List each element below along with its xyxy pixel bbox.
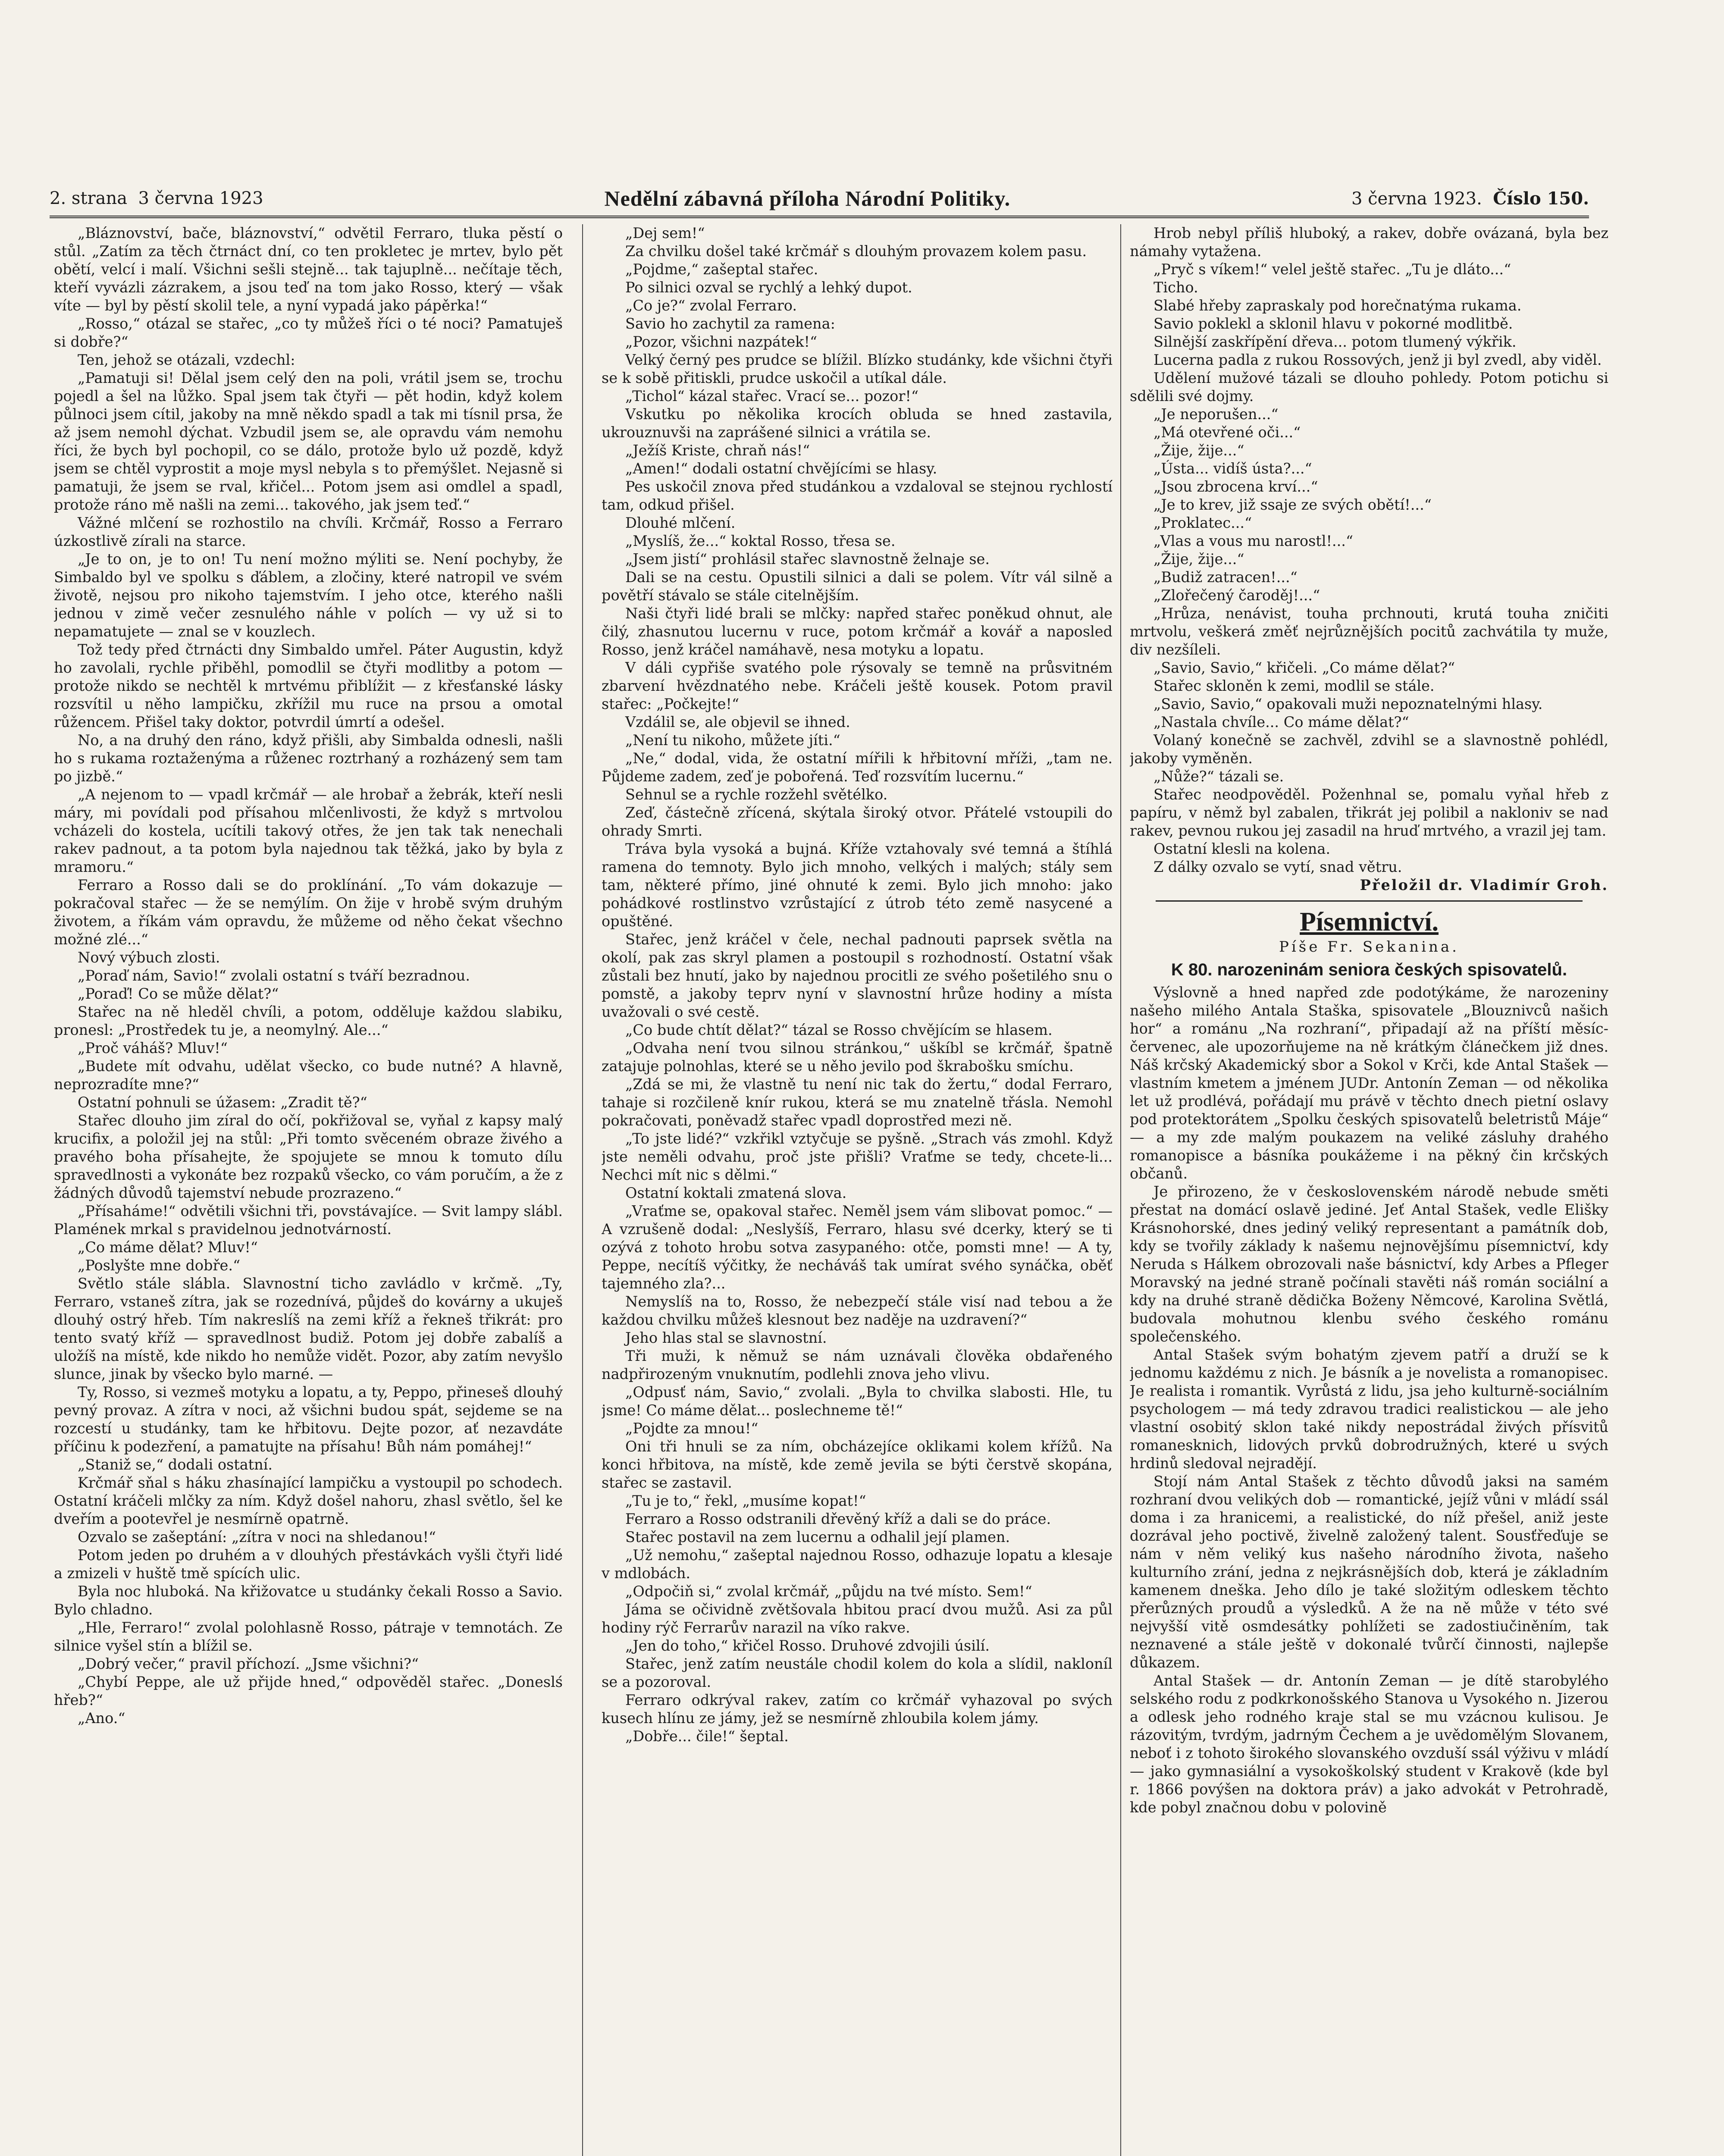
paragraph: „Tu je to,“ řekl, „musíme kopat!“: [625, 1492, 866, 1509]
paragraph: Vážné mlčení se rozhostilo na chvíli. Krčmář, Rosso a Ferraro úzkostlivě zírali na starce.: [54, 514, 563, 549]
paragraph: „Amen!“ dodali ostatní chvějícími se hlasy.: [625, 460, 937, 477]
paragraph: Stařec, jenž zatím neustále chodil kolem do kola a slídil, nakloníl se a pozoroval.: [602, 1655, 1113, 1690]
paragraph: „Dobrý večer,“ pravil příchozí. „Jsme všichni?“: [78, 1655, 419, 1672]
paragraph: „Hrůza, nenávist, touha prchnouti, krutá touha zničiti mrtvolu, veškerá změť nejrůznějších pocitů zachvátila ty muže, div nezšíleli.: [1130, 605, 1608, 658]
paragraph: „Rosso,“ otázal se stařec, „co ty můžeš říci o té noci? Pamatuješ si dobře?“: [54, 315, 563, 350]
paragraph: Tož tedy před čtrnácti dny Simbaldo umřel. Páter Augustin, když ho zavolali, rychle přiběhl, pomodlil se čtyři modlitby a potom — protože nikdo se nechtěl k mrtvému přiblížit — z křesťanské lásky rozsvítil u něho lampičku, zkřížil mu ruce na prsou a omotal růžencem. Přišel taky doktor, potvrdil úmrtí a odešel.: [54, 641, 563, 730]
paragraph: Silnější zaskřípění dřeva... potom tlumený výkřik.: [1154, 333, 1517, 350]
paragraph: Krčmář sňal s háku zhasínající lampičku a vystoupil po schodech. Ostatní kráčeli mlčky za ním. Když došel nahoru, zhasl světlo, šel ke dveřím a pootevřel je nesmírně opatrně.: [54, 1474, 563, 1527]
paragraph: Stojí nám Antal Stašek z těchto důvodů jaksi na samém rozhraní dvou velikých dob — romantické, jejíž vůni v mládí ssál doma i za hranicemi, a realistické, do níž přešel, aniž jeste dozrával jeho poctivě, živelně založený talent. Sousťřeďuje se nám v něm veliký kus našeho národního života, našeho kulturního zrání, jedna z nejkrásnějších dob, která je základním kamenem dneška. Jeho dílo je také složitým odleskem těchto přerůzných proudů a výsledků. A že na ně může v této své nejvyšší vitě osmdesátky pohlížeti se zadostiučiněním, tak neznavené a stále ještě v dokonalé tvůrčí činnosti, najlepše důkazem.: [1130, 1473, 1608, 1671]
paragraph: Po silnici ozval se rychlý a lehký dupot.: [625, 279, 912, 296]
paragraph: „Ano.“: [78, 1710, 125, 1727]
paragraph: Ferraro odkrýval rakev, zatím co krčmář vyhazoval po svých kusech hlínu ze jámy, jež se nesmírně zhloubila kolem jámy.: [602, 1692, 1113, 1727]
paragraph: Volaný konečně se zachvěl, zdvihl se a slavnostně pohlédl, jakoby vyměněn.: [1130, 732, 1608, 767]
paragraph: „Chybí Peppe, ale už přijde hned,“ odpověděl stařec. „Doneslś hřeb?“: [54, 1673, 563, 1708]
paragraph: V dáli cypřiše svatého pole rýsovaly se temně na průsvitném zbarvení hvězdnatého nebe. Kráčeli ještě kousek. Potom pravil stařec: „Počkejte!“: [602, 659, 1113, 712]
paragraph: Ty, Rosso, si vezmeš motyku a lopatu, a ty, Peppo, přineseš dlouhý pevný provaz. A zítra v noci, až všichni budou spát, sejdeme se na rozcestí u studánky, tam ke hřbitovu. Dejte pozor, ať nezavdáte příčinu k podezření, a pamatujte na přísahu! Bůh nám pomáhej!“: [54, 1384, 563, 1455]
paragraph: „Proč váháš? Mluv!“: [78, 1040, 228, 1056]
paragraph: Jáma se očividně zvětšovala hbitou prací dvou mužů. Asi za půl hodiny rýč Ferrarův narazil na víko rakve.: [602, 1601, 1113, 1636]
page-label: 2. strana 3 června 1923: [50, 188, 263, 208]
paragraph: „Vraťme se, opakoval stařec. Neměl jsem vám slibovat pomoc.“ — A vzrušeně dodal: „Neslyšíš, Ferraro, hlasu své dcerky, který se ti ozývá z tohoto hrobu sotva zasypaného: otče, pomsti mne! — A ty, Peppe, necítíš výčitky, že necháváš tak umírat svého synáčka, oběť tajemného zla?...: [602, 1203, 1113, 1292]
article-body: [1130, 984, 1608, 1817]
paragraph: Výslovně a hned napřed zde podotýkáme, že narozeniny našeho milého Antala Staška, spisovatele „Blouznivců našich hor“ a románu „Na rozhraní“, připadají až na příští měsíc-červenec, ale upozorňujeme na ně krátkým článečkem již dnes. Náš krčský Akademický sbor a Sokol v Krči, kde Antal Stašek — vlastním kmetem a jménem JUDr. Antonín Zeman — od několika let už prodlévá, pořádají mu právě v těchto dnech pietní oslavy pod protektorátem „Spolku českých spisovatelů beletristů Máje“ — a my zde malým poukazem na veliké zásluhy drahého romanopisce a básníka poukážeme i na pěkný čin krčských občanů.: [1130, 984, 1608, 1182]
paragraph: Nemyslíš na to, Rosso, že nebezpečí stále visí nad tebou a že každou chvilku můžeš klesnout bez naděje na uzdravení?“: [602, 1293, 1113, 1328]
paragraph: Antal Stašek — dr. Antonín Zeman — je dítě starobylého selského rodu z podkrkonošského Stanova u Vysokého n. Jizerou a odlesk jeho rodného kraje stal se mu vzácnou kulisou. Je rázovitým, tvrdým, jadrným Čechem a je uvědomělým Slovanem, neboť i z tohoto širokého slovanského ovzduší ssál výživu v mládí — jako gymnasiální a vysokoškolský student v Krakově (kde byl r. 1866 povýšen na doktora práv) a jako advokát v Petrohradě, kde pobyl značnou dobu v polovině: [1130, 1672, 1608, 1816]
paragraph: „Budiž zatracen!...“: [1154, 569, 1298, 586]
article-title: K 80. narozeninám seniora českých spisovatelů.: [1171, 960, 1567, 979]
paragraph: „Pojdme,“ zašeptal stařec.: [625, 261, 818, 278]
paragraph: „Odpočiň si,“ zvolal krčmář, „půjdu na tvé místo. Sem!“: [625, 1583, 1032, 1600]
paragraph: „Pojdte za mnou!“: [625, 1420, 759, 1437]
paragraph: „Žije, žije...“: [1154, 442, 1244, 459]
paragraph: „Pryč s víkem!“ velel ještě stařec. „Tu je dláto...“: [1154, 261, 1511, 278]
paragraph: Vskutku po několika krocích obluda se hned zastavila, ukrouznuvši na zaprášené silnici a vrátila se.: [602, 406, 1113, 441]
paragraph: „Dej sem!“: [625, 225, 705, 241]
paragraph: „Jen do toho,“ křičel Rosso. Druhové zdvojili úsilí.: [625, 1637, 990, 1654]
paragraph: „Přísaháme!“ odvětili všichni tři, povstávajíce. — Svit lampy slábl. Plamének mrkal s pravidelnou jednotvárností.: [54, 1203, 563, 1238]
paragraph: Tráva byla vysoká a bujná. Kříže vztahovaly své temná a štíhlá ramena do temnoty. Bylo jich mnoho, velkých i malých; stály sem tam, některé přímo, jiné ohnuté k zemi. Bylo jich mnoho: jako pohádkové rostlinstvo vzrůstající z útrob této země nasycené a opuštěné.: [602, 840, 1113, 930]
paragraph: Savio poklekl a sklonil hlavu v pokorné modlitbě.: [1154, 315, 1513, 332]
paragraph: „Nůže?“ tázali se.: [1154, 768, 1284, 785]
divider: [1156, 900, 1583, 902]
paragraph: „Ježíš Kriste, chraň nás!“: [625, 442, 810, 459]
paragraph: Stařec dlouho jim zíral do očí, pokřižoval se, vyňal z kapsy malý krucifix, a položil jej na stůl: „Při tomto svěceném obraze živého a pravého boha přísahejte, že spojujete se mnou k tomuto dílu spravedlnosti a vykonáte bez rozpaků všecko, co vám poručím, a že z žádných důvodů tajemství nebude prozrazeno.“: [54, 1112, 563, 1201]
paragraph: „Hle, Ferraro!“ zvolal polohlasně Rosso, pátraje v temnotách. Ze silnice vyšel stín a blížil se.: [54, 1619, 563, 1654]
paragraph: Je přirozeno, že v československém národě nebude směti přestat na domácí oslavě jediné. Jeť Antal Stašek, vedle Elišky Krásnohorské, dnes jediný veliký representant a památník dob, kdy se tvořily základy k našemu nejnovějšímu písemnictví, kdy Neruda s Hálkem obrozovali naše básnictví, kdy Arbes a Pfleger Moravský na jedné straně počínali stavěti náš román sociální a kdy na druhé straně dědička Boženy Němcové, Karolina Světlá, budovala mohutnou klenbu svého českého románu společenského.: [1130, 1183, 1608, 1345]
section-title: Písemnictví.: [1300, 907, 1439, 937]
paragraph: „Tichol“ kázal stařec. Vrací se... pozor!“: [625, 388, 918, 404]
paragraph: „Ústa... vidíš ústa?...“: [1154, 460, 1312, 477]
paragraph: Světlo stále slábla. Slavnostní ticho zavládlo v krčmě. „Ty, Ferraro, vstaneš zítra, jak se rozednívá, půjdeš do kovárny a ukuješ dlouhý ostrý hřeb. Tím nakreslíš na zemi kříž a řekneš třikrát: pro tento svatý kříž — spravedlnost budiž. Potom jej dobře zabalíš a uložíš na místě, kde nikdo ho nemůže vidět. Pozor, aby zatím nevyšlo slunce, jinak by všecko bylo marné. —: [54, 1275, 563, 1382]
paragraph: Zeď, částečně zřícená, skýtala široký otvor. Přátelé vstoupili do ohrady Smrti.: [602, 804, 1113, 839]
paragraph: „A nejenom to — vpadl krčmář — ale hrobař a žebrák, kteří nesli máry, mi povídali pod přísahou mlčenlivosti, že když s mrtvolou vcházeli do kostela, ucítili takový otřes, že jen tak tak nenechali rakev padnout, a ta potom byla najednou tak těžká, jako by byla z mramoru.“: [54, 786, 563, 875]
page-header: [50, 181, 1589, 218]
paragraph: „Není tu nikoho, můžete jíti.“: [625, 732, 840, 749]
paragraph: Oni tři hnuli se za ním, obcházejíce oklikami kolem křížů. Na konci hřbitova, na místě, kde země jevila se býti čerstvě skopána, stařec se zastavil.: [602, 1438, 1113, 1491]
paragraph: „Vlas a vous mu narostl!...“: [1154, 533, 1353, 549]
paragraph: „Žije, žije...“: [1154, 551, 1244, 567]
paragraph: Udělení mužové tázali se dlouho pohledy. Potom potichu si sdělili své dojmy.: [1130, 370, 1608, 404]
paragraph: Ostatní klesli na kolena.: [1154, 840, 1330, 857]
paragraph: „Zlořečený čaroděj!...“: [1154, 587, 1320, 604]
paragraph: „Jsou zbrocena krví...“: [1154, 478, 1318, 495]
paragraph: Stařec skloněn k zemi, modlil se stále.: [1154, 677, 1435, 694]
header-date-right: 3 června 1923.: [1351, 188, 1482, 209]
paragraph: Jeho hlas stal se slavnostní.: [625, 1329, 827, 1346]
paragraph: „Proklatec...“: [1154, 514, 1252, 531]
paragraph: Vzdálil se, ale objevil se ihned.: [625, 714, 850, 730]
paragraph: „Bláznovství, bače, bláznovství,“ odvětil Ferraro, tluka pěstí o stůl. „Zatím za těch čtrnáct dní, co ten prokletec je mrtev, bylo pět obětí, velcí i malí. Všichni sešli stejně... tak tajuplně... nečítaje těch, kteří vyvázli zázrakem, a jsou teď na tom jako Rosso, který — však víte — byl by pěstí skolil tele, a nyní vypadá jako pápěrka!“: [54, 225, 563, 314]
paragraph: „Staniž se,“ dodali ostatní.: [78, 1456, 273, 1473]
paragraph: „Poraď nám, Savio!“ zvolali ostatní s tváří bezradnou.: [78, 967, 470, 984]
issue-number: Číslo 150.: [1493, 188, 1589, 209]
paragraph: Tři muži, k němuž se nám uznávali člověka obdařeného nadpřirozeným vnuknutím, podlehli znova jeho vlivu.: [602, 1348, 1113, 1382]
paragraph: „Je neporušen...“: [1154, 406, 1279, 423]
paragraph: Hrob nebyl příliš hluboký, a rakev, dobře ovázaná, byla bez námahy vytažena.: [1130, 225, 1608, 260]
paragraph: „Už nemohu,“ zašeptal najednou Rosso, odhazuje lopatu a klesaje v mdlobách.: [602, 1547, 1113, 1582]
paragraph: „Ne,“ dodal, vida, že ostatní mířili k hřbitovní mříži, „tam ne. Půjdeme zadem, zeď je pobořená. Teď rozsvítím lucernu.“: [602, 750, 1113, 785]
paragraph: „Co je?“ zvolal Ferraro.: [625, 297, 797, 314]
column-rule: [582, 224, 583, 2156]
paragraph: Za chvilku došel také krčmář s dlouhým provazem kolem pasu.: [625, 243, 1087, 260]
translator-signature: Přeložil dr. Vladimír Groh.: [1360, 877, 1608, 893]
header-date-left: 3 června 1923: [138, 188, 263, 208]
paragraph: Stařec na ně hleděl chvíli, a potom, odděluje každou slabiku, pronesl: „Prostředek tu je, a neomylný. Ale...“: [54, 1003, 563, 1038]
paragraph: „Pozor, všichni nazpátek!“: [625, 333, 818, 350]
paragraph: „Nastala chvíle... Co máme dělat?“: [1154, 714, 1409, 730]
paragraph: Slabé hřeby zapraskaly pod horečnatýma rukama.: [1154, 297, 1522, 314]
paragraph: „Je to on, je to on! Tu není možno mýliti se. Není pochyby, že Simbaldo byl ve spolku s ďáblem, a zločiny, které natropil ve svém životě, nejsou pro nikoho tajemstvím. I jeho otce, kterého našli jednou v zimě večer zesnulého náhle v polích — vy už si to nepamatujete — znal se v kouzlech.: [54, 551, 563, 640]
section-byline: Píše Fr. Sekanina.: [1279, 938, 1459, 956]
paragraph: Stařec, jenž kráčel v čele, nechal padnouti paprsek světla na okolí, pak zas skryl plamen a postoupil s rozhodností. Ostatní však zůstali bez hnutí, jako by najednou procitli ze svého pošetilého snu o pomstě, a jakoby teprv nyní v slavnostní hrůze hodiny a místa uvažovali o své cestě.: [602, 931, 1113, 1020]
paragraph: „Co máme dělat? Mluv!“: [78, 1239, 258, 1256]
paragraph: Sehnul se a rychle rozžehl světélko.: [625, 786, 888, 803]
paragraph: Nový výbuch zlosti.: [78, 949, 220, 966]
paragraph: Stařec neodpověděl. Poženhnal se, pomalu vyňal hřeb z papíru, v němž byl zabalen, třikrát jej polibil a nakloniv se nad rakev, pevnou rukou jej zasadil na hruď mrtvého, a vrazil jej tam.: [1130, 786, 1608, 839]
header-right: [1351, 188, 1589, 209]
paragraph: Dlouhé mlčení.: [625, 514, 736, 531]
paragraph: Ten, jehož se otázali, vzdechl:: [78, 351, 295, 368]
paragraph: „Savio, Savio,“ opakovali muži nepoznatelnými hlasy.: [1154, 696, 1543, 712]
paragraph: Antal Stašek svým bohatým zjevem patří a druží se k jednomu každému z nich. Je básník a je novelista a romanopisec. Je realista i romantik. Vyrůstá z lidu, jsa jeho kulturně-sociálním psychologem — má tedy zdravou tradici realistickou — ale jeho vlastní osobitý sklon také nikdy nepostrádal živých přísvitů romanesknich, lidových prvků dobrodružných, které u svých hrdinů sledoval nejradějí.: [1130, 1346, 1608, 1472]
paragraph: Dali se na cestu. Opustili silnici a dali se polem. Vítr vál silně a povětří stávalo se stále citelnějším.: [602, 569, 1113, 604]
paragraph: Z dálky ozvalo se vytí, snad větru.: [1154, 859, 1402, 875]
paragraph: „Je to krev, již ssaje ze svých obětí!...“: [1154, 496, 1432, 513]
column-1: [54, 224, 563, 2156]
paragraph: „Budete mít odvahu, udělat všecko, co bude nutné? A hlavně, neprozradíte mne?“: [54, 1058, 563, 1093]
paragraph: „Odpusť nám, Savio,“ zvolali. „Byla to chvilka slabosti. Hle, tu jsme! Co máme dělat... poslechneme tě!“: [602, 1384, 1113, 1419]
paragraph: Pes uskočil znova před studánkou a vzdaloval se stejnou rychlostí tam, odkud přišel.: [602, 478, 1113, 513]
column-3: [1130, 224, 1608, 2156]
paragraph: Stařec postavil na zem lucernu a odhalil její plamen.: [625, 1529, 1010, 1545]
paragraph: „Odvaha není tvou silnou stránkou,“ uškíbl se krčmář, špatně zatajuje polnohlas, které se u něho jevilo pod škrabošku smíchu.: [602, 1040, 1113, 1075]
paragraph: „Co bude chtít dělat?“ tázal se Rosso chvějícím se hlasem.: [625, 1022, 1053, 1038]
paragraph: „Pamatuji si! Dělal jsem celý den na poli, vrátil jsem se, trochu pojedl a šel na lůžko. Spal jsem tak čtyři — pět hodin, když kolem půlnoci jsem cítil, jakoby na mně někdo spadl a tak mi tísnil prsa, že až jsem nemohl dýchat. Vzbudil jsem se, ale opravdu vám nemohu říci, že bych byl pochopil, co se dálo, protože bylo už pozdě, když jsem se chtěl vyprostit a moje mysl nebyla s to přemýšlet. Nejasně si pamatuji, že jsem se rval, křičel... Potom jsem asi omdlel a spadl, protože ráno mě našli na zemi... takového, jak jsem teď.“: [54, 370, 563, 513]
paragraph: Velký černý pes prudce se blížil. Blízko studánky, kde všichni čtyři se k sobě přitiskli, prudce uskočil a utíkal dále.: [602, 351, 1113, 386]
paragraph: „Dobře... čile!“ šeptal.: [625, 1728, 789, 1745]
paragraph: Byla noc hluboká. Na křižovatce u studánky čekali Rosso a Savio. Bylo chladno.: [54, 1583, 563, 1618]
paragraph: „Má otevřené oči...“: [1154, 424, 1301, 441]
paragraph: Ferraro a Rosso dali se do proklínání. „To vám dokazuje — pokračoval stařec — že se nemýlím. On žije v hrobě svým druhým životem, a říkám vám opravdu, že můžeme od něho čekat všechno možné zlé...“: [54, 877, 563, 948]
paragraph: Potom jeden po druhém a v dlouhých přestávkách vyšli čtyři lidé a zmizeli v huště tmě spících ulic.: [54, 1547, 563, 1582]
paragraph: Savio ho zachytil za ramena:: [625, 315, 835, 332]
masthead: Nedělní zábavná příloha Národní Politiky.: [604, 186, 1011, 210]
paragraph: Lucerna padla z rukou Rossových, jenž ji byl zvedl, aby viděl.: [1154, 351, 1602, 368]
paragraph: „Poraď! Co se může dělat?“: [78, 985, 279, 1002]
paragraph: „Zdá se mi, že vlastně tu není nic tak do žertu,“ dodal Ferraro, tahaje si rozčileně knír rukou, která se mu znatelně třásla. Nemohl pokračovati, poněvadž stařec vpadl doprostřed mezi ně.: [602, 1076, 1113, 1129]
paragraph: „Jsem jistí“ prohlásil stařec slavnostně želnaje se.: [625, 551, 990, 567]
paragraph: Ozvalo se zašeptání: „zítra v noci na shledanou!“: [78, 1529, 436, 1545]
column-2: [602, 224, 1113, 2156]
paragraph: „Savio, Savio,“ křičeli. „Co máme dělat?“: [1154, 659, 1455, 676]
paragraph: „Poslyšte mne dobře.“: [78, 1257, 241, 1274]
story-ending: [1130, 224, 1608, 876]
paragraph: Ostatní koktali zmatená slova.: [625, 1185, 847, 1201]
paragraph: „To jste lidé?“ vzkřikl vztyčuje se pyšně. „Strach vás zmohl. Když jste neměli odvahu, proč jste přišli? Vraťme se tedy, chcete-li... Nechci mít nic s dělmi.“: [602, 1130, 1113, 1183]
paragraph: „Myslíš, že...“ koktal Rosso, třesa se.: [625, 533, 896, 549]
paragraph: Ferraro a Rosso odstranili dřevěný kříž a dali se do práce.: [625, 1510, 1051, 1527]
column-rule: [1120, 224, 1121, 2156]
paragraph: No, a na druhý den ráno, když přišli, aby Simbalda odnesli, našli ho s rukama roztaženýma a růženec roztrhaný a rozházený sem tam po jizbě.“: [54, 732, 563, 785]
paragraph: Ostatní pohnuli se úžasem: „Zradit tě?“: [78, 1094, 367, 1111]
paragraph: Ticho.: [1154, 279, 1198, 296]
paragraph: Naši čtyři lidé brali se mlčky: napřed stařec poněkud ohnut, ale čilý, zhasnutou lucernu v ruce, potom krčmář a kovář a naposled Rosso, jenž kráčel namáhavě, nesa motyku a lopatu.: [602, 605, 1113, 658]
